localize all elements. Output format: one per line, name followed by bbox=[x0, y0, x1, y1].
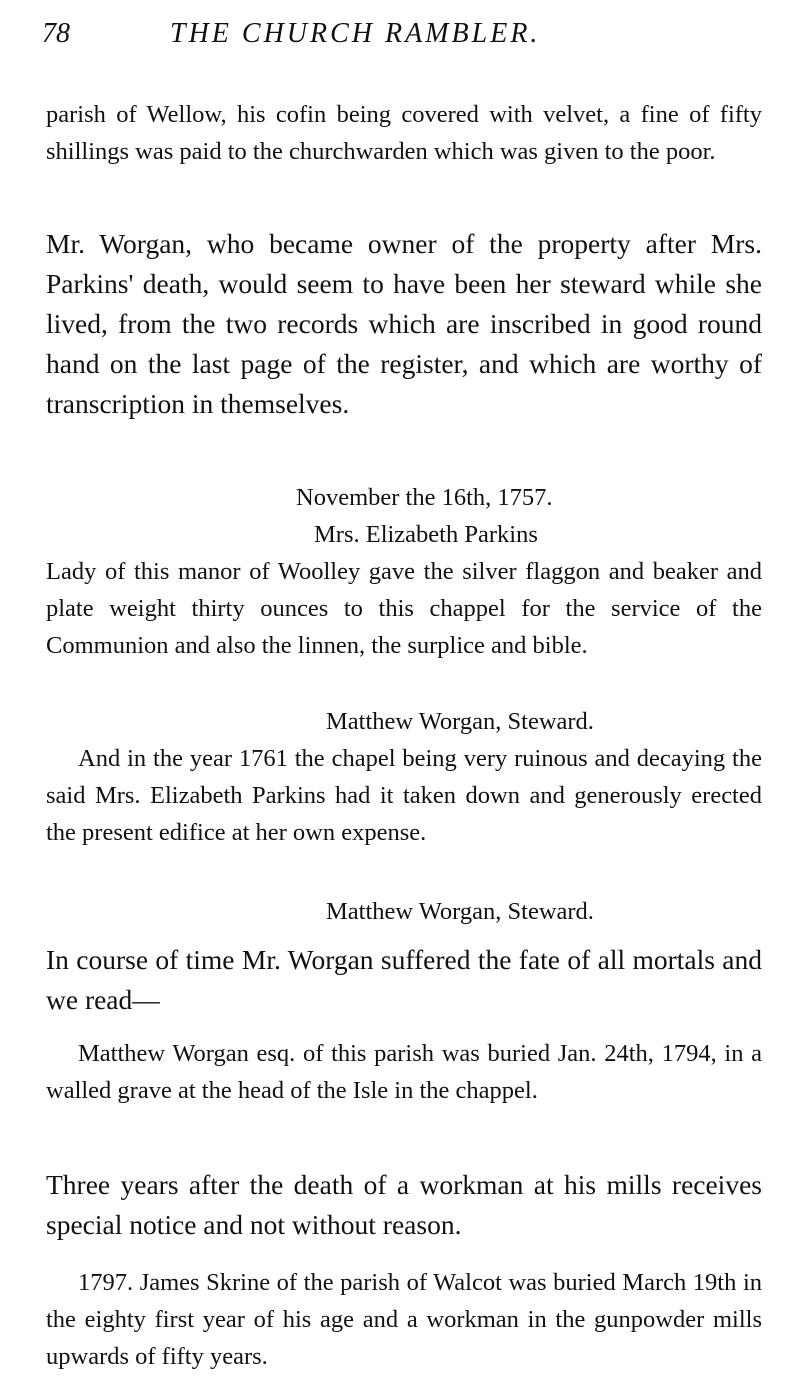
page-header bbox=[42, 18, 760, 54]
signature-steward-2: Matthew Worgan, Steward. bbox=[326, 898, 594, 925]
record-chapel-rebuilt: And in the year 1761 the chapel being very ruinous and decaying the said Mrs. Elizabeth Parkins had it taken down and generously erected the present edifice at her own expense. bbox=[46, 745, 762, 846]
page-number: 78 bbox=[42, 18, 70, 49]
paragraph-workman: Three years after the death of a workman at his mills receives special notice and not without reason. bbox=[46, 1169, 762, 1240]
paragraph-worgan-death: In course of time Mr. Worgan suffered the fate of all mortals and we read— bbox=[46, 944, 762, 1015]
running-title: THE CHURCH RAMBLER. bbox=[170, 18, 541, 49]
paragraph-worgan-steward: Mr. Worgan, who became owner of the property after Mrs. Parkins' death, would seem to have been her steward while she lived, from the two records which are inscribed in good round hand on the last page of the register, and which are worthy of transcription in themselves. bbox=[46, 228, 762, 419]
record-gift-communion: Lady of this manor of Woolley gave the silver flaggon and beaker and plate weight thirty ounces to this chappel for the service of the Communion and also the linnen, the surplice and bible. bbox=[46, 558, 762, 659]
burial-record-skrine: 1797. James Skrine of the parish of Walcot was buried March 19th in the eighty first year of his age and a workman in the gunpowder mills upwards of fifty years. bbox=[46, 1269, 762, 1370]
burial-record-worgan: Matthew Worgan esq. of this parish was buried Jan. 24th, 1794, in a walled grave at the head of the Isle in the chappel. bbox=[46, 1040, 762, 1104]
record-name: Mrs. Elizabeth Parkins bbox=[314, 521, 538, 548]
record-date: November the 16th, 1757. bbox=[296, 484, 553, 511]
signature-steward-1: Matthew Worgan, Steward. bbox=[326, 708, 594, 735]
paragraph-continuation: parish of Wellow, his cofin being covered with velvet, a fine of fifty shillings was paid to the churchwarden which was given to the poor. bbox=[46, 101, 762, 165]
